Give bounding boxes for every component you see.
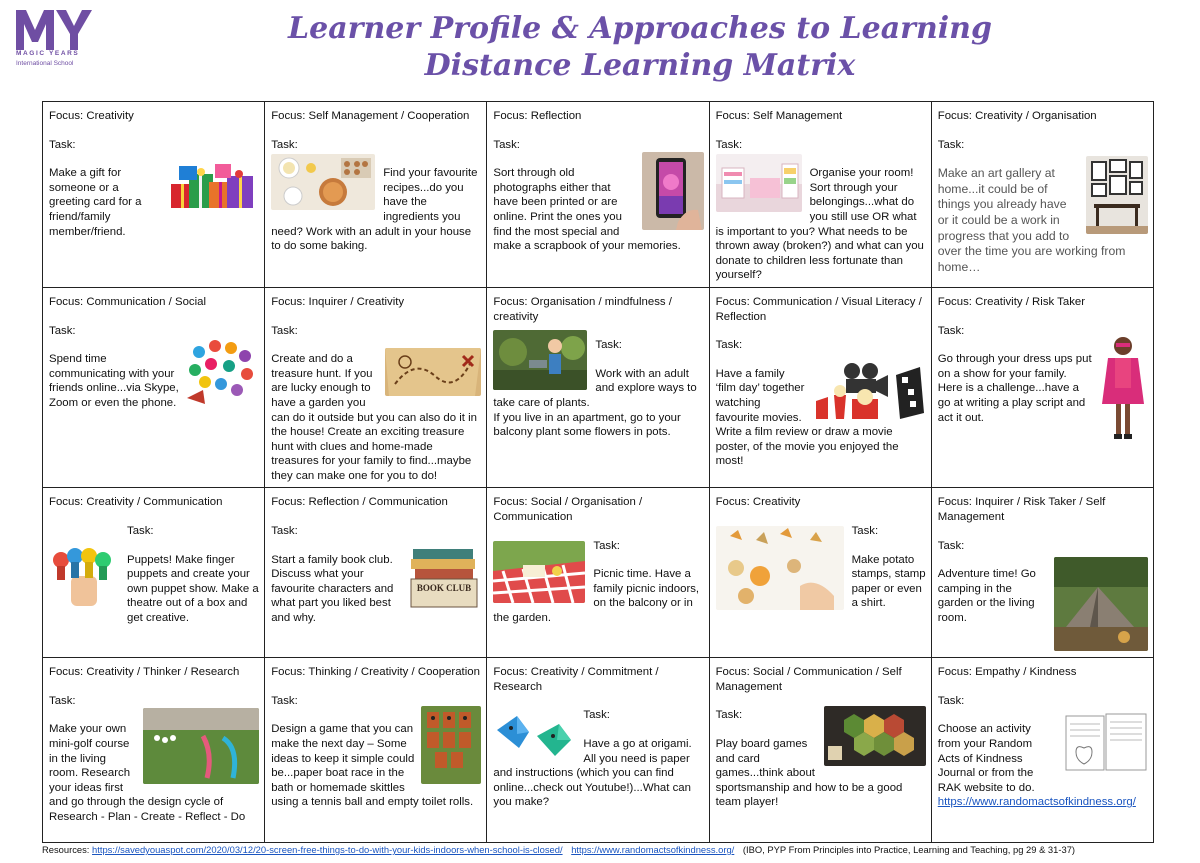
- task-text: Choose an activity from your Random Acts of Kindness Journal or from the RAK website to do.: [937, 723, 1035, 794]
- task-label: Task:: [937, 539, 965, 552]
- focus-label: Focus: Communication / Visual Literacy / Reflection: [715, 295, 922, 323]
- my-logo-mark-icon: [14, 6, 96, 52]
- task-label: Task:: [49, 138, 76, 151]
- mini-golf-image: [143, 708, 259, 784]
- page-title: Learner Profile & Approaches to Learning: [288, 11, 992, 46]
- matrix-row: [43, 658, 1154, 843]
- matrix-cell: [709, 102, 931, 288]
- treasure-map-image: [385, 348, 481, 396]
- task-label: Task:: [493, 138, 520, 151]
- task-label: Task:: [583, 709, 610, 722]
- gallery-wall-image: [1086, 156, 1148, 234]
- focus-label: Focus: Social / Communication / Self Management: [715, 666, 902, 693]
- matrix-cell: [43, 102, 265, 288]
- matrix-cell: [265, 102, 487, 288]
- matrix-cell: [487, 102, 709, 288]
- baking-image: [271, 154, 375, 210]
- focus-label: Focus: Empathy / Kindness: [937, 666, 1077, 679]
- task-label: Task:: [937, 694, 965, 707]
- resources-footer: [42, 844, 1182, 855]
- task-label: Task:: [49, 324, 76, 337]
- focus-label: Focus: Inquirer / Creativity: [271, 295, 405, 308]
- resource-link-savedyouaspot[interactable]: https://savedyouaspot.com/2020/03/12/20-screen-free-things-to-do-with-your-kids-indoors-when-school-is-closed/: [92, 844, 563, 855]
- focus-label: Focus: Thinking / Creativity / Cooperation: [271, 666, 480, 679]
- task-text: Find your favourite recipes...do you have the ingredients you need? Work with an adult in your house to do some baking.: [271, 167, 478, 253]
- logo-brand: MAGIC YEARS: [16, 50, 80, 57]
- task-text: Create and do a treasure hunt. If you are lucky enough to have a garden you can do it outside but you can also do it in the house! Create an exciting treasure hunt with clues and home-made treasures for your family to find...maybe they can make one for you to do!: [271, 353, 477, 482]
- gifts-image: [167, 156, 259, 214]
- matrix-row: [43, 102, 1154, 288]
- task-text: Start a family book club. Discuss what your favourite characters and what part you liked best and why.: [271, 553, 394, 625]
- task-label: Task:: [271, 525, 298, 538]
- focus-label: Focus: Creativity / Organisation: [937, 110, 1097, 122]
- task-label: Task:: [937, 138, 965, 151]
- task-text: Puppets! Make finger puppets and create your own puppet show. Make a theatre out of a box and get creative.: [127, 553, 259, 625]
- matrix-cell: [43, 488, 265, 658]
- book-club-image: [407, 545, 481, 613]
- focus-label: Focus: Creativity / Commitment / Research: [493, 666, 659, 693]
- matrix-cell: [43, 287, 265, 488]
- school-logo: [14, 6, 104, 68]
- matrix-cell: [709, 287, 931, 488]
- resources-label: Resources:: [42, 844, 90, 855]
- matrix-cell: [709, 658, 931, 843]
- matrix-cell: [265, 287, 487, 488]
- matrix-cell: [487, 658, 709, 843]
- focus-label: Focus: Creativity: [715, 496, 801, 509]
- task-text: Make potato stamps, stamp paper or even a shirt.: [851, 553, 926, 610]
- task-text: Play board games and card games...think about sportsmanship and how to be a good team player!: [715, 738, 903, 809]
- task-label: Task:: [715, 709, 743, 722]
- matrix-cell: [487, 287, 709, 488]
- matrix-cell: [487, 488, 709, 658]
- task-label: Task:: [49, 694, 76, 707]
- task-label: Task:: [715, 339, 743, 352]
- task-text: Spend time communicating with your friends online...via Skype, Zoom or even the phone.: [49, 353, 179, 409]
- camping-image: [1054, 557, 1148, 651]
- social-icons-image: [185, 338, 259, 408]
- finger-puppets-image: [49, 546, 119, 610]
- bedroom-image: [716, 154, 802, 212]
- matrix-cell: [709, 488, 931, 658]
- matrix-cell: [931, 488, 1153, 658]
- focus-label: Focus: Creativity / Thinker / Research: [49, 666, 240, 679]
- task-text: Have a go at origami. All you need is paper and instructions (which you can find online...check out Youtube!)...What can you make?: [493, 738, 692, 809]
- potato-stamps-image: [716, 526, 844, 610]
- superhero-girl-image: [1098, 334, 1148, 444]
- task-text: Make a gift for someone or a greeting card for a friend/family member/friend.: [49, 167, 142, 238]
- task-label: Task:: [593, 539, 620, 552]
- rak-website-link[interactable]: https://www.randomactsofkindness.org/: [937, 796, 1136, 809]
- task-label: Task:: [595, 339, 622, 352]
- matrix-cell: [265, 488, 487, 658]
- task-text: Sort through old photographs either that have been printed or are online. Print the ones you find the most special and make a scrapbook of your memories.: [493, 167, 681, 253]
- task-label: Task:: [271, 138, 298, 151]
- task-label: Task:: [271, 324, 298, 337]
- focus-label: Focus: Reflection / Communication: [271, 496, 448, 509]
- task-text: Go through your dress ups put on a show for your family. Here is a challenge...have a go at writing a play script and act it out.: [937, 353, 1092, 424]
- cinema-image: [812, 361, 926, 423]
- skittles-image: [421, 706, 481, 784]
- matrix-cell: [931, 287, 1153, 488]
- phone-photo-image: [642, 152, 704, 230]
- task-label: Task:: [851, 525, 879, 538]
- focus-label: Focus: Self Management / Cooperation: [271, 110, 470, 122]
- book-club-sign: BOOK CLUB: [417, 582, 472, 593]
- focus-label: Focus: Creativity / Risk Taker: [937, 295, 1086, 308]
- focus-label: Focus: Social / Organisation / Communication: [493, 496, 643, 524]
- resource-citation: (IBO, PYP From Principles into Practice, Learning and Teaching, pg 29 & 31-37): [742, 844, 1076, 855]
- task-text: Make an art gallery at home...it could be of things you already have or it could be a work in progress that you add to over the time you are working from home…: [937, 166, 1126, 274]
- kindness-journal-image: [1062, 712, 1148, 774]
- resource-link-rak[interactable]: https://www.randomactsofkindness.org/: [571, 844, 735, 855]
- logo-subtitle: International School: [16, 60, 74, 67]
- origami-image: [493, 710, 575, 762]
- board-game-image: [824, 706, 926, 766]
- matrix-row: [43, 287, 1154, 488]
- task-text-extra: If you live in an apartment, go to your balcony plant some flowers in pots.: [493, 411, 681, 439]
- focus-label: Focus: Organisation / mindfulness / creativity: [493, 295, 672, 323]
- matrix-cell: [931, 102, 1153, 288]
- page-subtitle: Distance Learning Matrix: [424, 48, 856, 83]
- watering-plants-image: [493, 330, 587, 390]
- matrix-cell: [931, 658, 1153, 843]
- focus-label: Focus: Self Management: [715, 110, 843, 122]
- task-text: Work with an adult and explore ways to take care of plants.: [493, 367, 697, 409]
- task-text: Organise your room! Sort through your belongings...what do you still use OR what is important to you? What needs to be thrown away (broken?) and what can you donate to children less fortunate than yourself?: [715, 167, 924, 282]
- focus-label: Focus: Reflection: [493, 110, 582, 122]
- task-text: Have a family ‘film day’ together watching favourite movies. Write a film review or draw a movie poster, of the movie you enjoyed the most!: [715, 367, 899, 468]
- task-label: Task:: [127, 525, 154, 538]
- matrix-row: [43, 488, 1154, 658]
- task-text: Adventure time! Go camping in the garden or the living room.: [937, 568, 1036, 625]
- focus-label: Focus: Creativity: [49, 110, 134, 122]
- matrix-cell: [265, 658, 487, 843]
- task-label: Task:: [271, 694, 298, 707]
- task-text: Picnic time. Have a family picnic indoors, on the balcony or in the garden.: [493, 568, 700, 625]
- task-text: Make your own mini-golf course in the living room. Research your ideas first and go through the design cycle of Research - Plan - Create - Reflect - Do: [49, 723, 246, 823]
- matrix-cell: [43, 658, 265, 843]
- picnic-image: [493, 541, 585, 603]
- task-text: Design a game that you can make the next day – Some ideas to keep it simple could be...paper boat race in the bath or homemade skittles using a tennis ball and empty toilet rolls.: [271, 723, 474, 809]
- task-label: Task:: [937, 324, 965, 337]
- task-label: Task:: [715, 138, 743, 151]
- focus-label: Focus: Inquirer / Risk Taker / Self Management: [937, 496, 1106, 524]
- focus-label: Focus: Creativity / Communication: [49, 496, 223, 509]
- focus-label: Focus: Communication / Social: [49, 295, 206, 308]
- learning-matrix-table: [42, 101, 1154, 843]
